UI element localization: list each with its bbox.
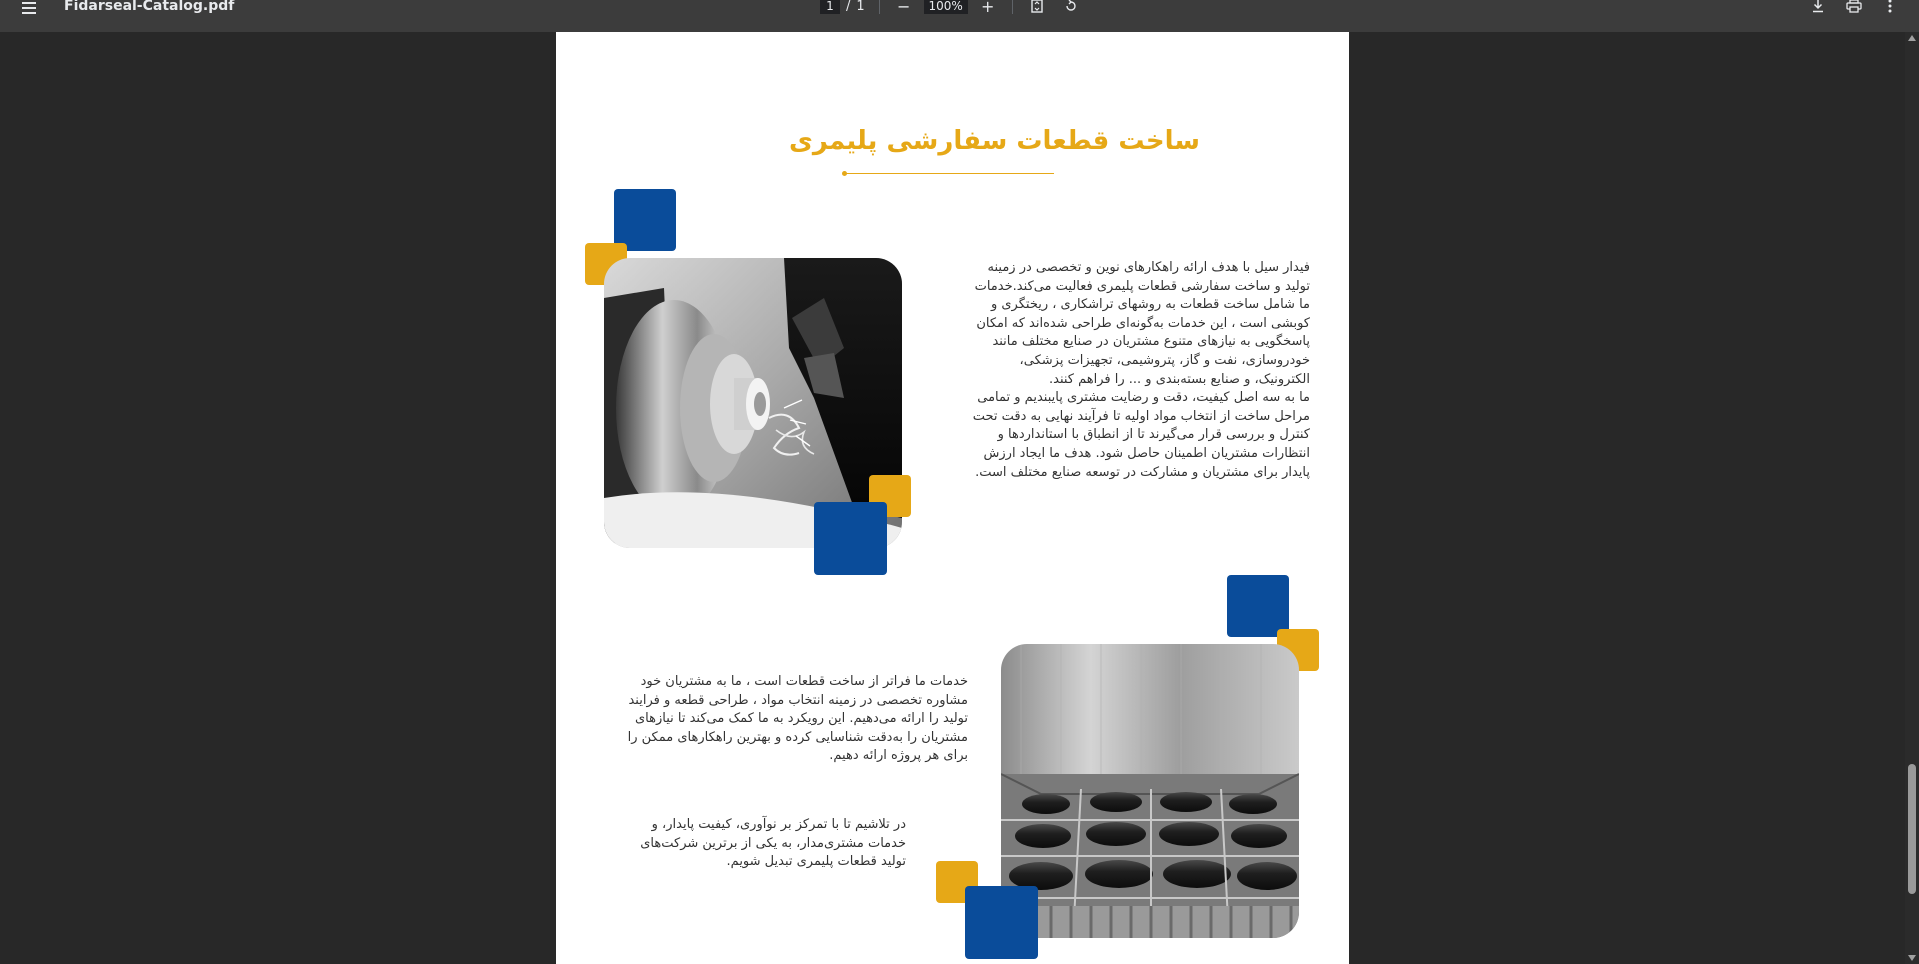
zoom-out-icon[interactable]: − bbox=[896, 0, 911, 16]
document-title: Fidarseal-Catalog.pdf bbox=[64, 0, 235, 14]
zoom-input[interactable] bbox=[924, 0, 968, 14]
page-zoom-controls bbox=[820, 0, 1081, 15]
menu-icon[interactable] bbox=[22, 0, 44, 16]
vertical-scrollbar[interactable] bbox=[1905, 32, 1919, 964]
page-total: 1 bbox=[856, 0, 865, 14]
decor-square-blue bbox=[965, 886, 1038, 959]
page-heading: ساخت قطعات سفارشی پلیمری bbox=[789, 126, 1200, 156]
toolbar-actions bbox=[1809, 0, 1899, 15]
vision-paragraph: در تلاشیم تا با تمرکز بر نوآوری، کیفیت پایدار، و خدمات مشتری‌مدار، به یکی از برترین شرکت‌های تولید قطعات پلیمری تبدیل شویم. bbox=[640, 817, 906, 870]
pdf-toolbar bbox=[0, 0, 1919, 32]
decor-square-blue bbox=[1227, 575, 1289, 637]
scroll-thumb[interactable] bbox=[1908, 764, 1916, 894]
molding-tray-image bbox=[1001, 644, 1299, 938]
pdf-page bbox=[556, 32, 1349, 964]
page-separator: / bbox=[846, 0, 851, 14]
zoom-in-icon[interactable]: + bbox=[980, 0, 995, 16]
fit-page-icon[interactable] bbox=[1027, 0, 1047, 14]
decor-square-blue bbox=[814, 502, 887, 575]
toolbar-divider bbox=[879, 0, 880, 14]
toolbar-divider bbox=[1012, 0, 1013, 14]
decor-square-blue bbox=[614, 189, 676, 251]
heading-underline bbox=[844, 173, 1054, 174]
more-options-icon[interactable] bbox=[1881, 0, 1899, 14]
print-icon[interactable] bbox=[1845, 0, 1863, 14]
download-icon[interactable] bbox=[1809, 0, 1827, 14]
scroll-up-arrow-icon[interactable] bbox=[1908, 35, 1916, 41]
heading-underline-dot bbox=[842, 171, 847, 176]
paragraph-company-services: فیدار سیل با هدف ارائه راهکارهای نوین و تخصصی در زمینه تولید و ساخت سفارشی قطعات پلیمری فعالیت می‌کند.خدمات ما شامل ساخت قطعات به روشهای تراشکاری ، ریختگری و کوبشی است ، این خدمات به‌گونه‌ای طراحی شده‌اند که امکان پاسخگویی به نیازهای متنوع مشتریان در صنایع مختلف مانند خودروسازی، نفت و گاز، پتروشیمی، تجهیزات پزشکی، الکترونیک، و صنایع بسته‌بندی و ... را فراهم کنند. bbox=[974, 260, 1310, 387]
paragraph-quality-principles: ما به سه اصل کیفیت، دقت و رضایت مشتری پایبندیم و تمامی مراحل ساخت از انتخاب مواد اولیه تا فرآیند نهایی به دقت تحت کنترل و بررسی قرار می‌گیرند تا از انطباق با استانداردها و انتظارات مشتریان اطمینان حاصل شود. هدف ما ایجاد ارزش پایدار برای مشتریان و مشارکت در توسعه صنایع مختلف است. bbox=[972, 390, 1310, 480]
rotate-icon[interactable] bbox=[1061, 0, 1081, 14]
intro-paragraph bbox=[966, 259, 1310, 482]
page-number-input[interactable] bbox=[820, 0, 840, 14]
scroll-down-arrow-icon[interactable] bbox=[1908, 955, 1916, 961]
consulting-paragraph: خدمات ما فراتر از ساخت قطعات است ، ما به مشتریان خود مشاوره تخصصی در زمینه انتخاب مواد ، طراحی قطعه و فرایند تولید را ارائه می‌دهیم. این رویکرد به ما کمک می‌کند تا نیازهای مشتریان را به‌دقت شناسایی کرده و بهترین راهکارهای ممکن را برای هر پروژه ارائه دهیم. bbox=[627, 674, 968, 764]
